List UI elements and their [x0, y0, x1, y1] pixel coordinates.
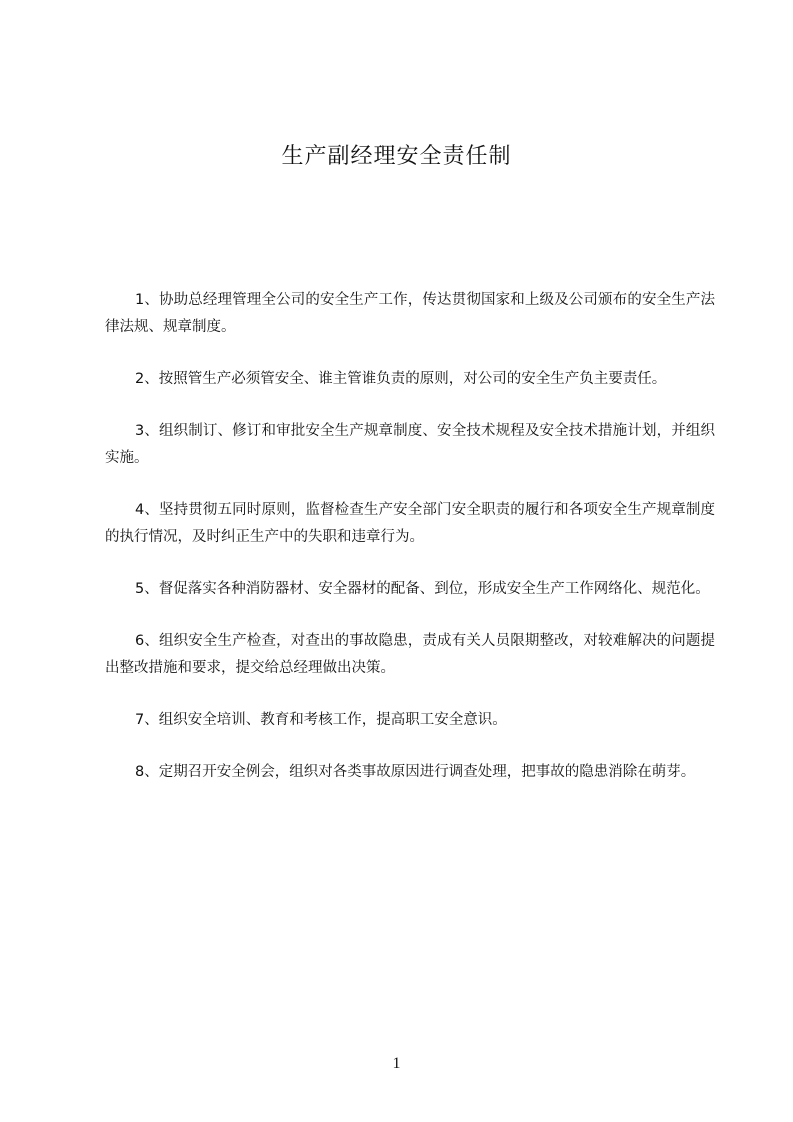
paragraph-5: 5、督促落实各种消防器材、安全器材的配备、到位，形成安全生产工作网络化、规范化。 [135, 581, 710, 597]
paragraph-1: 1、协助总经理管理全公司的安全生产工作，传达贯彻国家和上级及公司颁布的安全生产法律法规、规章制度。 [105, 292, 715, 335]
paragraph-3: 3、组织制订、修订和审批安全生产规章制度、安全技术规程及安全技术措施计划，并组织实施。 [105, 423, 715, 466]
document-body [105, 287, 715, 811]
paragraph-8: 8、定期召开安全例会，组织对各类事故原因进行调查处理，把事故的隐患消除在萌芽。 [135, 764, 696, 780]
document-title: 生产副经理安全责任制 [281, 144, 512, 169]
paragraph-6: 6、组织安全生产检查，对查出的事故隐患，责成有关人员限期整改，对较难解决的问题提出整改措施和要求，提交给总经理做出决策。 [105, 633, 715, 676]
page-number: 1 [392, 1055, 401, 1072]
paragraph-4: 4、坚持贯彻五同时原则，监督检查生产安全部门安全职责的履行和各项安全生产规章制度的执行情况，及时纠正生产中的失职和违章行为。 [105, 502, 715, 545]
paragraph-7: 7、组织安全培训、教育和考核工作，提高职工安全意识。 [135, 712, 507, 728]
paragraph-2: 2、按照管生产必须管安全、谁主管谁负责的原则，对公司的安全生产负主要责任。 [135, 371, 667, 387]
